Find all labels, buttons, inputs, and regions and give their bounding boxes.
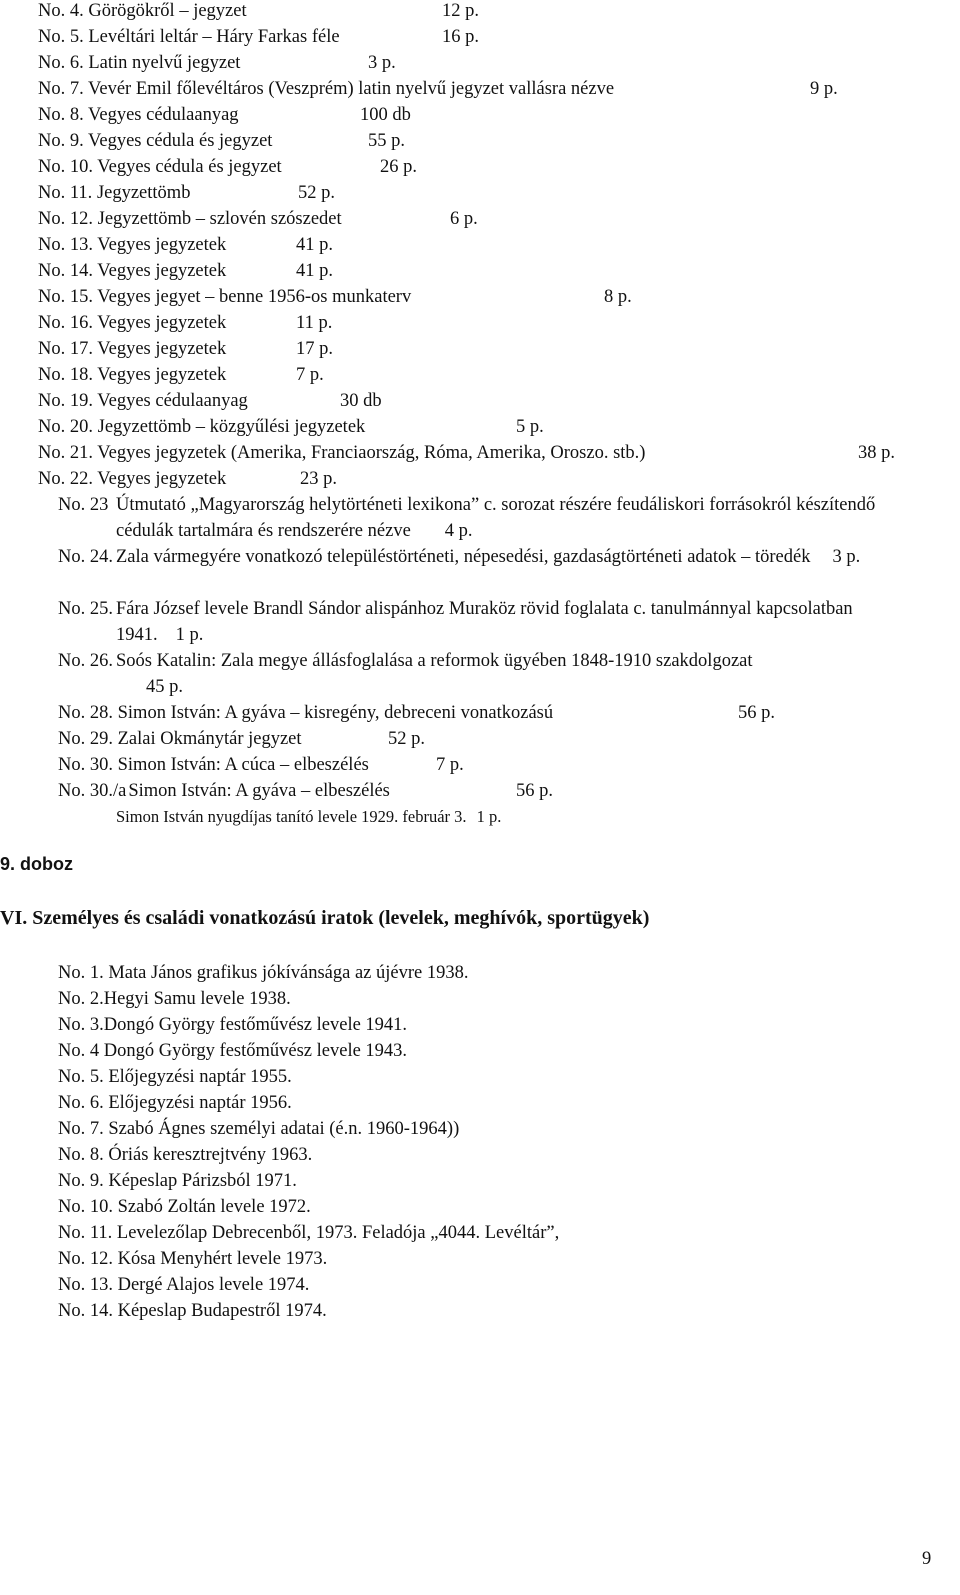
page-number: 9 [922, 1549, 932, 1569]
list-item: No. 7. Vevér Emil főlevéltáros (Veszprém) latin nyelvű jegyzet vallásra nézve 9 p. [38, 79, 838, 99]
list-item: No. 30. Simon István: A cúca – elbeszélés 7 p. [58, 755, 464, 775]
box-label: 9. doboz [0, 854, 73, 874]
list-item: No. 17. Vegyes jegyzetek 17 p. [38, 339, 333, 359]
list-item: No. 9. Vegyes cédula és jegyzet 55 p. [38, 131, 405, 151]
list-item: No. 4. Görögökről – jegyzet 12 p. [38, 1, 479, 21]
list-item: No. 19. Vegyes cédulaanyag 30 db [38, 391, 382, 411]
list-item: No. 29. Zalai Okmánytár jegyzet 52 p. [58, 729, 425, 749]
list-item: No. 5. Levéltári leltár – Háry Farkas féle 16 p. [38, 27, 479, 47]
list-item: No. 22. Vegyes jegyzetek 23 p. [38, 469, 337, 489]
list-item: No. 4 Dongó György festőművész levele 1943. [58, 1041, 408, 1061]
list-item: No. 8. Óriás keresztrejtvény 1963. [58, 1145, 313, 1165]
list-item: No. 11. Jegyzettömb 52 p. [38, 183, 335, 203]
list-item: No. 9. Képeslap Párizsból 1971. [58, 1171, 297, 1191]
list-item-text: Útmutató „Magyarország helytörténeti lexikona” c. sorozat részére feudáliskori forrásokról készítendő cédulák tartalmára és rendszerére nézve 4 p. [116, 495, 876, 541]
list-item: No. 13. Dergé Alajos levele 1974. [58, 1275, 310, 1295]
list-item: No. 6. Latin nyelvű jegyzet 3 p. [38, 53, 396, 73]
sub-note: Simon István nyugdíjas tanító levele 1929. február 3. 1 p. [116, 807, 502, 826]
list-item: No. 14. Vegyes jegyzetek 41 p. [38, 261, 333, 281]
list-item: No. 12. Kósa Menyhért levele 1973. [58, 1249, 328, 1269]
list-item-text: Fára József levele Brandl Sándor alispánhoz Muraköz rövid foglalata c. tanulmánnyal kapcsolatban 1941. 1 p. [116, 599, 853, 645]
list-item: No. 21. Vegyes jegyzetek (Amerika, Franciaország, Róma, Amerika, Oroszo. stb.) 38 p. [38, 443, 895, 463]
list-item: No. 2.Hegyi Samu levele 1938. [58, 989, 291, 1009]
list-item-no: No. 25. [58, 599, 113, 619]
list-item-text: Zala vármegyére vonatkozó településtörténeti, népesedési, gazdaságtörténeti adatok – töredék 3 p. [116, 547, 861, 567]
list-item: No. 8. Vegyes cédulaanyag 100 db [38, 105, 411, 125]
list-item: No. 1. Mata János grafikus jókívánsága az újévre 1938. [58, 963, 469, 983]
list-item: No. 30./a Simon István: A gyáva – elbeszélés 56 p. [58, 781, 553, 801]
list-item: No. 20. Jegyzettömb – közgyűlési jegyzetek 5 p. [38, 417, 544, 437]
list-item: No. 10. Vegyes cédula és jegyzet 26 p. [38, 157, 417, 177]
list-item: No. 28. Simon István: A gyáva – kisregény, debreceni vonatkozású 56 p. [58, 703, 775, 723]
list-item-no: No. 26. [58, 651, 113, 671]
list-item-text: Soós Katalin: Zala megye állásfoglalása a reformok ügyében 1848-1910 szakdolgozat 45 p. [116, 651, 753, 697]
list-item-no: No. 24. [58, 547, 113, 567]
list-item: No. 6. Előjegyzési naptár 1956. [58, 1093, 292, 1113]
section-heading: VI. Személyes és családi vonatkozású iratok (levelek, meghívók, sportügyek) [0, 907, 650, 929]
list-item: No. 18. Vegyes jegyzetek 7 p. [38, 365, 324, 385]
list-item: No. 14. Képeslap Budapestről 1974. [58, 1301, 327, 1321]
list-item: No. 7. Szabó Ágnes személyi adatai (é.n. 1960-1964)) [58, 1119, 460, 1139]
list-item: No. 11. Levelezőlap Debrecenből, 1973. Feladója „4044. Levéltár”, [58, 1223, 560, 1243]
list-item: No. 5. Előjegyzési naptár 1955. [58, 1067, 292, 1087]
list-item-no: No. 23 [58, 495, 109, 515]
list-item: No. 3.Dongó György festőművész levele 1941. [58, 1015, 408, 1035]
list-item: No. 13. Vegyes jegyzetek 41 p. [38, 235, 333, 255]
list-item: No. 10. Szabó Zoltán levele 1972. [58, 1197, 311, 1217]
list-item: No. 12. Jegyzettömb – szlovén szószedet 6 p. [38, 209, 478, 229]
list-item: No. 15. Vegyes jegyet – benne 1956-os munkaterv 8 p. [38, 287, 632, 307]
list-item: No. 16. Vegyes jegyzetek 11 p. [38, 313, 333, 333]
